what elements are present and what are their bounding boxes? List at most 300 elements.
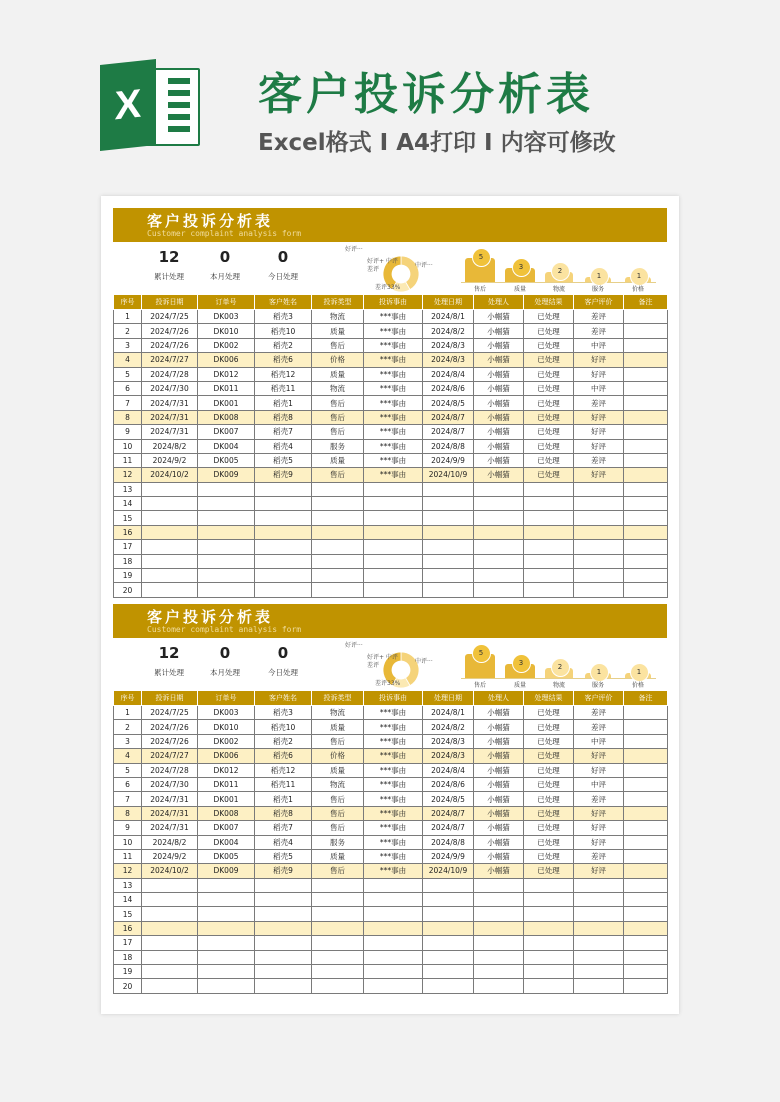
table-cell[interactable]: 小帼猫: [474, 821, 524, 835]
table-cell[interactable]: [574, 893, 624, 907]
table-cell[interactable]: [198, 583, 255, 597]
table-cell[interactable]: DK006: [198, 749, 255, 763]
table-cell[interactable]: ***事由: [364, 835, 423, 849]
table-cell[interactable]: [364, 554, 423, 568]
table-cell[interactable]: ***事由: [364, 864, 423, 878]
table-cell[interactable]: 4: [114, 749, 142, 763]
table-cell[interactable]: 2024/7/26: [142, 324, 198, 338]
table-cell[interactable]: 差评: [574, 396, 624, 410]
table-cell[interactable]: 质量: [312, 453, 364, 467]
table-cell[interactable]: [574, 921, 624, 935]
table-cell[interactable]: [474, 482, 524, 496]
table-cell[interactable]: [364, 893, 423, 907]
table-cell[interactable]: 差评: [574, 453, 624, 467]
table-cell[interactable]: DK011: [198, 777, 255, 791]
table-cell[interactable]: 售后: [312, 338, 364, 352]
table-cell[interactable]: [255, 569, 312, 583]
table-cell[interactable]: 2024/8/7: [423, 806, 474, 820]
table-cell[interactable]: 已处理: [524, 720, 574, 734]
table-cell[interactable]: [198, 878, 255, 892]
table-cell[interactable]: [423, 583, 474, 597]
table-cell[interactable]: 稻壳7: [255, 425, 312, 439]
table-cell[interactable]: [474, 583, 524, 597]
table-cell[interactable]: 2024/7/27: [142, 353, 198, 367]
table-cell[interactable]: DK006: [198, 353, 255, 367]
table-cell[interactable]: ***事由: [364, 425, 423, 439]
table-cell[interactable]: 质量: [312, 849, 364, 863]
table-cell[interactable]: ***事由: [364, 849, 423, 863]
table-cell[interactable]: 2024/10/2: [142, 864, 198, 878]
table-cell[interactable]: 已处理: [524, 849, 574, 863]
table-cell[interactable]: 2024/8/2: [423, 324, 474, 338]
table-cell[interactable]: [624, 353, 668, 367]
table-cell[interactable]: 小帼猫: [474, 439, 524, 453]
table-cell[interactable]: 2024/10/9: [423, 468, 474, 482]
table-cell[interactable]: [423, 921, 474, 935]
table-cell[interactable]: [624, 979, 668, 993]
table-cell[interactable]: [142, 511, 198, 525]
table-cell[interactable]: DK004: [198, 835, 255, 849]
table-cell[interactable]: 8: [114, 410, 142, 424]
table-cell[interactable]: 已处理: [524, 338, 574, 352]
table-cell[interactable]: 稻壳2: [255, 734, 312, 748]
table-cell[interactable]: [624, 324, 668, 338]
table-cell[interactable]: [624, 439, 668, 453]
table-cell[interactable]: [474, 525, 524, 539]
table-cell[interactable]: [624, 310, 668, 324]
table-cell[interactable]: [624, 720, 668, 734]
table-cell[interactable]: 小帼猫: [474, 353, 524, 367]
table-cell[interactable]: [198, 569, 255, 583]
table-cell[interactable]: [624, 950, 668, 964]
table-cell[interactable]: [624, 893, 668, 907]
table-cell[interactable]: ***事由: [364, 734, 423, 748]
table-cell[interactable]: [142, 893, 198, 907]
table-cell[interactable]: [624, 410, 668, 424]
table-cell[interactable]: [423, 482, 474, 496]
table-cell[interactable]: 2: [114, 720, 142, 734]
table-cell[interactable]: 2024/8/3: [423, 734, 474, 748]
table-cell[interactable]: [142, 482, 198, 496]
table-cell[interactable]: 物流: [312, 381, 364, 395]
table-cell[interactable]: 13: [114, 482, 142, 496]
table-cell[interactable]: 稻壳8: [255, 410, 312, 424]
table-cell[interactable]: [255, 878, 312, 892]
table-cell[interactable]: ***事由: [364, 324, 423, 338]
table-cell[interactable]: 11: [114, 453, 142, 467]
table-cell[interactable]: [624, 554, 668, 568]
table-cell[interactable]: DK011: [198, 381, 255, 395]
table-cell[interactable]: [312, 907, 364, 921]
table-cell[interactable]: ***事由: [364, 763, 423, 777]
table-cell[interactable]: [474, 965, 524, 979]
table-cell[interactable]: 12: [114, 864, 142, 878]
table-cell[interactable]: 已处理: [524, 353, 574, 367]
table-cell[interactable]: [624, 777, 668, 791]
table-cell[interactable]: [255, 554, 312, 568]
table-cell[interactable]: 2024/8/7: [423, 410, 474, 424]
table-cell[interactable]: [423, 878, 474, 892]
table-cell[interactable]: 2024/8/1: [423, 310, 474, 324]
table-cell[interactable]: 已处理: [524, 706, 574, 720]
table-cell[interactable]: [364, 583, 423, 597]
table-cell[interactable]: 1: [114, 310, 142, 324]
table-cell[interactable]: 17: [114, 540, 142, 554]
table-cell[interactable]: [423, 569, 474, 583]
table-cell[interactable]: [574, 907, 624, 921]
table-cell[interactable]: [423, 893, 474, 907]
table-cell[interactable]: 小帼猫: [474, 468, 524, 482]
table-cell[interactable]: 4: [114, 353, 142, 367]
table-cell[interactable]: 2024/7/31: [142, 410, 198, 424]
table-cell[interactable]: 小帼猫: [474, 763, 524, 777]
table-cell[interactable]: [524, 907, 574, 921]
table-cell[interactable]: ***事由: [364, 749, 423, 763]
table-cell[interactable]: 已处理: [524, 410, 574, 424]
table-cell[interactable]: 稻壳10: [255, 720, 312, 734]
table-cell[interactable]: 小帼猫: [474, 324, 524, 338]
table-cell[interactable]: 稻壳5: [255, 849, 312, 863]
table-cell[interactable]: 小帼猫: [474, 749, 524, 763]
table-cell[interactable]: 物流: [312, 310, 364, 324]
table-cell[interactable]: [255, 950, 312, 964]
table-cell[interactable]: 已处理: [524, 367, 574, 381]
table-cell[interactable]: [198, 497, 255, 511]
table-cell[interactable]: DK003: [198, 310, 255, 324]
table-cell[interactable]: 9: [114, 425, 142, 439]
table-cell[interactable]: 中评: [574, 734, 624, 748]
table-cell[interactable]: 稻壳7: [255, 821, 312, 835]
table-cell[interactable]: 2024/8/4: [423, 367, 474, 381]
table-cell[interactable]: [524, 950, 574, 964]
table-cell[interactable]: [142, 950, 198, 964]
table-cell[interactable]: [364, 482, 423, 496]
table-cell[interactable]: 物流: [312, 777, 364, 791]
table-cell[interactable]: [474, 878, 524, 892]
table-cell[interactable]: 小帼猫: [474, 381, 524, 395]
table-cell[interactable]: 2024/8/2: [142, 835, 198, 849]
table-cell[interactable]: [474, 893, 524, 907]
table-cell[interactable]: [624, 763, 668, 777]
table-cell[interactable]: [255, 921, 312, 935]
table-cell[interactable]: [255, 893, 312, 907]
table-cell[interactable]: 已处理: [524, 763, 574, 777]
table-cell[interactable]: [255, 482, 312, 496]
table-cell[interactable]: 2024/10/2: [142, 468, 198, 482]
table-cell[interactable]: [142, 921, 198, 935]
table-cell[interactable]: [524, 936, 574, 950]
table-cell[interactable]: 售后: [312, 806, 364, 820]
table-cell[interactable]: [423, 936, 474, 950]
table-cell[interactable]: [474, 950, 524, 964]
table-cell[interactable]: 7: [114, 792, 142, 806]
table-cell[interactable]: [312, 950, 364, 964]
table-cell[interactable]: [524, 569, 574, 583]
table-cell[interactable]: 小帼猫: [474, 720, 524, 734]
table-cell[interactable]: [312, 878, 364, 892]
table-cell[interactable]: 15: [114, 907, 142, 921]
table-cell[interactable]: 服务: [312, 439, 364, 453]
table-cell[interactable]: [312, 497, 364, 511]
table-cell[interactable]: 稻壳1: [255, 396, 312, 410]
table-cell[interactable]: 2024/8/3: [423, 338, 474, 352]
table-cell[interactable]: 8: [114, 806, 142, 820]
table-cell[interactable]: 2024/10/9: [423, 864, 474, 878]
table-cell[interactable]: 14: [114, 497, 142, 511]
table-cell[interactable]: [474, 540, 524, 554]
table-cell[interactable]: ***事由: [364, 806, 423, 820]
table-cell[interactable]: 2024/7/31: [142, 396, 198, 410]
table-cell[interactable]: 已处理: [524, 468, 574, 482]
table-cell[interactable]: [574, 554, 624, 568]
table-cell[interactable]: [624, 338, 668, 352]
table-cell[interactable]: 售后: [312, 734, 364, 748]
table-cell[interactable]: 好评: [574, 835, 624, 849]
table-cell[interactable]: [624, 425, 668, 439]
table-cell[interactable]: [524, 893, 574, 907]
table-cell[interactable]: ***事由: [364, 367, 423, 381]
table-cell[interactable]: [474, 554, 524, 568]
table-cell[interactable]: 稻壳5: [255, 453, 312, 467]
table-cell[interactable]: [255, 583, 312, 597]
table-cell[interactable]: 3: [114, 338, 142, 352]
table-cell[interactable]: [524, 979, 574, 993]
table-cell[interactable]: [423, 907, 474, 921]
table-cell[interactable]: 10: [114, 835, 142, 849]
table-cell[interactable]: ***事由: [364, 468, 423, 482]
table-cell[interactable]: 2024/8/3: [423, 749, 474, 763]
table-cell[interactable]: [624, 821, 668, 835]
table-cell[interactable]: [624, 381, 668, 395]
table-cell[interactable]: [624, 396, 668, 410]
table-cell[interactable]: [364, 878, 423, 892]
table-cell[interactable]: DK001: [198, 792, 255, 806]
table-cell[interactable]: [474, 569, 524, 583]
table-cell[interactable]: 已处理: [524, 425, 574, 439]
table-cell[interactable]: 稻壳3: [255, 706, 312, 720]
table-cell[interactable]: 稻壳1: [255, 792, 312, 806]
table-cell[interactable]: ***事由: [364, 792, 423, 806]
table-cell[interactable]: [624, 540, 668, 554]
table-cell[interactable]: 5: [114, 367, 142, 381]
table-cell[interactable]: [624, 849, 668, 863]
table-cell[interactable]: [423, 950, 474, 964]
table-cell[interactable]: [364, 965, 423, 979]
table-cell[interactable]: [624, 806, 668, 820]
table-cell[interactable]: ***事由: [364, 396, 423, 410]
table-cell[interactable]: 小帼猫: [474, 453, 524, 467]
table-cell[interactable]: 售后: [312, 864, 364, 878]
table-cell[interactable]: 差评: [574, 310, 624, 324]
table-cell[interactable]: DK005: [198, 849, 255, 863]
table-cell[interactable]: 小帼猫: [474, 425, 524, 439]
table-cell[interactable]: [198, 965, 255, 979]
table-cell[interactable]: 2024/7/28: [142, 763, 198, 777]
table-cell[interactable]: 好评: [574, 864, 624, 878]
table-cell[interactable]: [524, 511, 574, 525]
table-cell[interactable]: 小帼猫: [474, 310, 524, 324]
table-cell[interactable]: 2: [114, 324, 142, 338]
table-cell[interactable]: [624, 864, 668, 878]
table-cell[interactable]: 中评: [574, 338, 624, 352]
table-cell[interactable]: [312, 511, 364, 525]
table-cell[interactable]: 2024/8/8: [423, 835, 474, 849]
table-cell[interactable]: ***事由: [364, 706, 423, 720]
table-cell[interactable]: 3: [114, 734, 142, 748]
table-cell[interactable]: 2024/8/5: [423, 792, 474, 806]
table-cell[interactable]: DK012: [198, 367, 255, 381]
table-cell[interactable]: 9: [114, 821, 142, 835]
table-cell[interactable]: 好评: [574, 821, 624, 835]
table-cell[interactable]: [255, 497, 312, 511]
table-cell[interactable]: 2024/8/1: [423, 706, 474, 720]
table-cell[interactable]: 稻壳11: [255, 777, 312, 791]
table-cell[interactable]: [524, 921, 574, 935]
table-cell[interactable]: 好评: [574, 468, 624, 482]
table-cell[interactable]: 稻壳4: [255, 439, 312, 453]
table-cell[interactable]: [524, 878, 574, 892]
table-cell[interactable]: [255, 965, 312, 979]
table-cell[interactable]: [198, 525, 255, 539]
table-cell[interactable]: [142, 965, 198, 979]
table-cell[interactable]: ***事由: [364, 310, 423, 324]
table-cell[interactable]: 质量: [312, 324, 364, 338]
table-cell[interactable]: DK012: [198, 763, 255, 777]
table-cell[interactable]: [142, 583, 198, 597]
table-cell[interactable]: 好评: [574, 425, 624, 439]
table-cell[interactable]: [624, 583, 668, 597]
table-cell[interactable]: 2024/7/26: [142, 734, 198, 748]
table-cell[interactable]: [198, 936, 255, 950]
table-cell[interactable]: [364, 569, 423, 583]
table-cell[interactable]: 价格: [312, 353, 364, 367]
table-cell[interactable]: 质量: [312, 763, 364, 777]
table-cell[interactable]: 已处理: [524, 806, 574, 820]
table-cell[interactable]: 16: [114, 525, 142, 539]
table-cell[interactable]: [624, 734, 668, 748]
table-cell[interactable]: 10: [114, 439, 142, 453]
table-cell[interactable]: 2024/7/31: [142, 806, 198, 820]
table-cell[interactable]: [255, 979, 312, 993]
table-cell[interactable]: [312, 482, 364, 496]
table-cell[interactable]: [624, 792, 668, 806]
table-cell[interactable]: 好评: [574, 749, 624, 763]
table-cell[interactable]: 差评: [574, 324, 624, 338]
table-cell[interactable]: 小帼猫: [474, 396, 524, 410]
table-cell[interactable]: 好评: [574, 806, 624, 820]
table-cell[interactable]: 2024/8/7: [423, 821, 474, 835]
table-cell[interactable]: 2024/9/2: [142, 849, 198, 863]
table-cell[interactable]: [364, 921, 423, 935]
table-cell[interactable]: 已处理: [524, 453, 574, 467]
table-cell[interactable]: [364, 979, 423, 993]
table-cell[interactable]: [423, 554, 474, 568]
table-cell[interactable]: [624, 965, 668, 979]
table-cell[interactable]: 价格: [312, 749, 364, 763]
table-cell[interactable]: 2024/7/27: [142, 749, 198, 763]
table-cell[interactable]: 小帼猫: [474, 792, 524, 806]
table-cell[interactable]: 售后: [312, 821, 364, 835]
table-cell[interactable]: ***事由: [364, 353, 423, 367]
table-cell[interactable]: [198, 482, 255, 496]
table-cell[interactable]: [624, 468, 668, 482]
table-cell[interactable]: 小帼猫: [474, 706, 524, 720]
table-cell[interactable]: 19: [114, 569, 142, 583]
table-cell[interactable]: 2024/7/25: [142, 310, 198, 324]
table-cell[interactable]: [574, 525, 624, 539]
table-cell[interactable]: 稻壳12: [255, 763, 312, 777]
table-cell[interactable]: [142, 540, 198, 554]
table-cell[interactable]: 稻壳10: [255, 324, 312, 338]
table-cell[interactable]: [198, 511, 255, 525]
table-cell[interactable]: 7: [114, 396, 142, 410]
table-cell[interactable]: 好评: [574, 410, 624, 424]
table-cell[interactable]: 1: [114, 706, 142, 720]
table-cell[interactable]: 2024/8/8: [423, 439, 474, 453]
table-cell[interactable]: [574, 482, 624, 496]
table-cell[interactable]: [312, 540, 364, 554]
table-cell[interactable]: [364, 525, 423, 539]
table-cell[interactable]: 19: [114, 965, 142, 979]
table-cell[interactable]: [255, 540, 312, 554]
table-cell[interactable]: [624, 921, 668, 935]
table-cell[interactable]: [574, 497, 624, 511]
table-cell[interactable]: 2024/8/2: [423, 720, 474, 734]
table-cell[interactable]: 已处理: [524, 396, 574, 410]
table-cell[interactable]: [624, 706, 668, 720]
table-cell[interactable]: 已处理: [524, 381, 574, 395]
table-cell[interactable]: [312, 525, 364, 539]
table-cell[interactable]: ***事由: [364, 439, 423, 453]
table-cell[interactable]: [312, 893, 364, 907]
table-cell[interactable]: [574, 979, 624, 993]
table-cell[interactable]: [142, 979, 198, 993]
table-cell[interactable]: [524, 554, 574, 568]
table-cell[interactable]: DK003: [198, 706, 255, 720]
table-cell[interactable]: 售后: [312, 410, 364, 424]
table-cell[interactable]: [198, 979, 255, 993]
table-cell[interactable]: 稻壳9: [255, 864, 312, 878]
table-cell[interactable]: [574, 583, 624, 597]
table-cell[interactable]: [524, 965, 574, 979]
table-cell[interactable]: 已处理: [524, 749, 574, 763]
table-cell[interactable]: 2024/8/3: [423, 353, 474, 367]
table-cell[interactable]: 6: [114, 777, 142, 791]
table-cell[interactable]: DK010: [198, 324, 255, 338]
table-cell[interactable]: 2024/7/30: [142, 381, 198, 395]
table-cell[interactable]: [474, 497, 524, 511]
table-cell[interactable]: [423, 525, 474, 539]
table-cell[interactable]: [142, 569, 198, 583]
table-cell[interactable]: [624, 367, 668, 381]
table-cell[interactable]: ***事由: [364, 720, 423, 734]
table-cell[interactable]: [574, 965, 624, 979]
table-cell[interactable]: [423, 497, 474, 511]
table-cell[interactable]: 2024/7/26: [142, 720, 198, 734]
table-cell[interactable]: 已处理: [524, 324, 574, 338]
table-cell[interactable]: [524, 497, 574, 511]
table-cell[interactable]: DK009: [198, 864, 255, 878]
table-cell[interactable]: 售后: [312, 468, 364, 482]
table-cell[interactable]: [364, 540, 423, 554]
table-cell[interactable]: [624, 453, 668, 467]
table-cell[interactable]: [574, 540, 624, 554]
table-cell[interactable]: 稻壳4: [255, 835, 312, 849]
table-cell[interactable]: 稻壳8: [255, 806, 312, 820]
table-cell[interactable]: 已处理: [524, 835, 574, 849]
table-cell[interactable]: 售后: [312, 425, 364, 439]
table-cell[interactable]: ***事由: [364, 410, 423, 424]
